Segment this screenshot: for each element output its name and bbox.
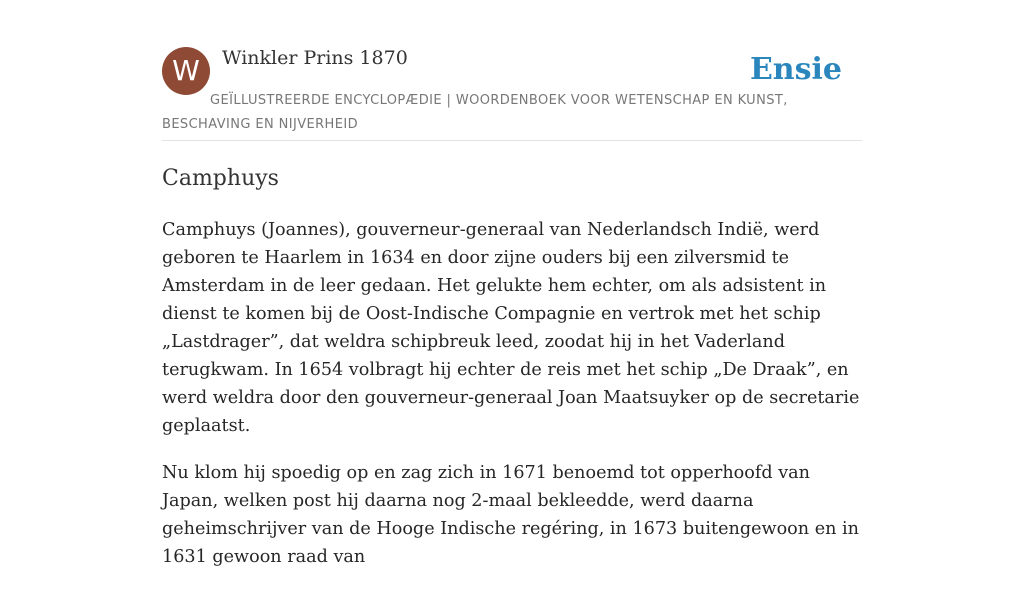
book-title-link[interactable]: Winkler Prins 1870 xyxy=(222,47,408,69)
article-paragraph-1: Camphuys (Joannes), gouverneur-generaal van Nederlandsch Indië, werd geboren te Haarlem in 1634 en door zijne ouders bij een zilversmid te Amsterdam in de leer gedaan. Het gelukte hem echter, om als adsistent in dienst te komen bij de Oost-Indische Compagnie en vertrok met het schip „Lastdrager”, dat weldra schipbreuk leed, zoodat hij in het Vaderland terugkwam. In 1654 volbragt hij echter de reis met het schip „De Draak”, en werd weldra door den gouverneur-generaal Joan Maatsuyker op de secretarie geplaatst. xyxy=(162,220,860,436)
ensie-logo-link[interactable]: Ensie xyxy=(749,52,842,87)
article-body xyxy=(162,216,866,590)
book-avatar[interactable]: W xyxy=(162,47,210,95)
article-page xyxy=(162,0,862,567)
site-header xyxy=(162,46,862,141)
book-subtitle: GEÏLLUSTREERDE ENCYCLOPÆDIE | WOORDENBOEK VOOR WETENSCHAP EN KUNST, BESCHAVING EN NIJVERHEID xyxy=(162,93,788,132)
article-paragraph-2: Nu klom hij spoedig op en zag zich in 1671 benoemd tot opperhoofd van Japan, welken post hij daarna nog 2-maal bekleedde, werd daarna geheimschrijver van de Hooge Indische regéring, in 1673 buitengewoon en in 1631 gewoon raad van xyxy=(162,463,859,567)
article-title: Camphuys xyxy=(162,166,279,191)
